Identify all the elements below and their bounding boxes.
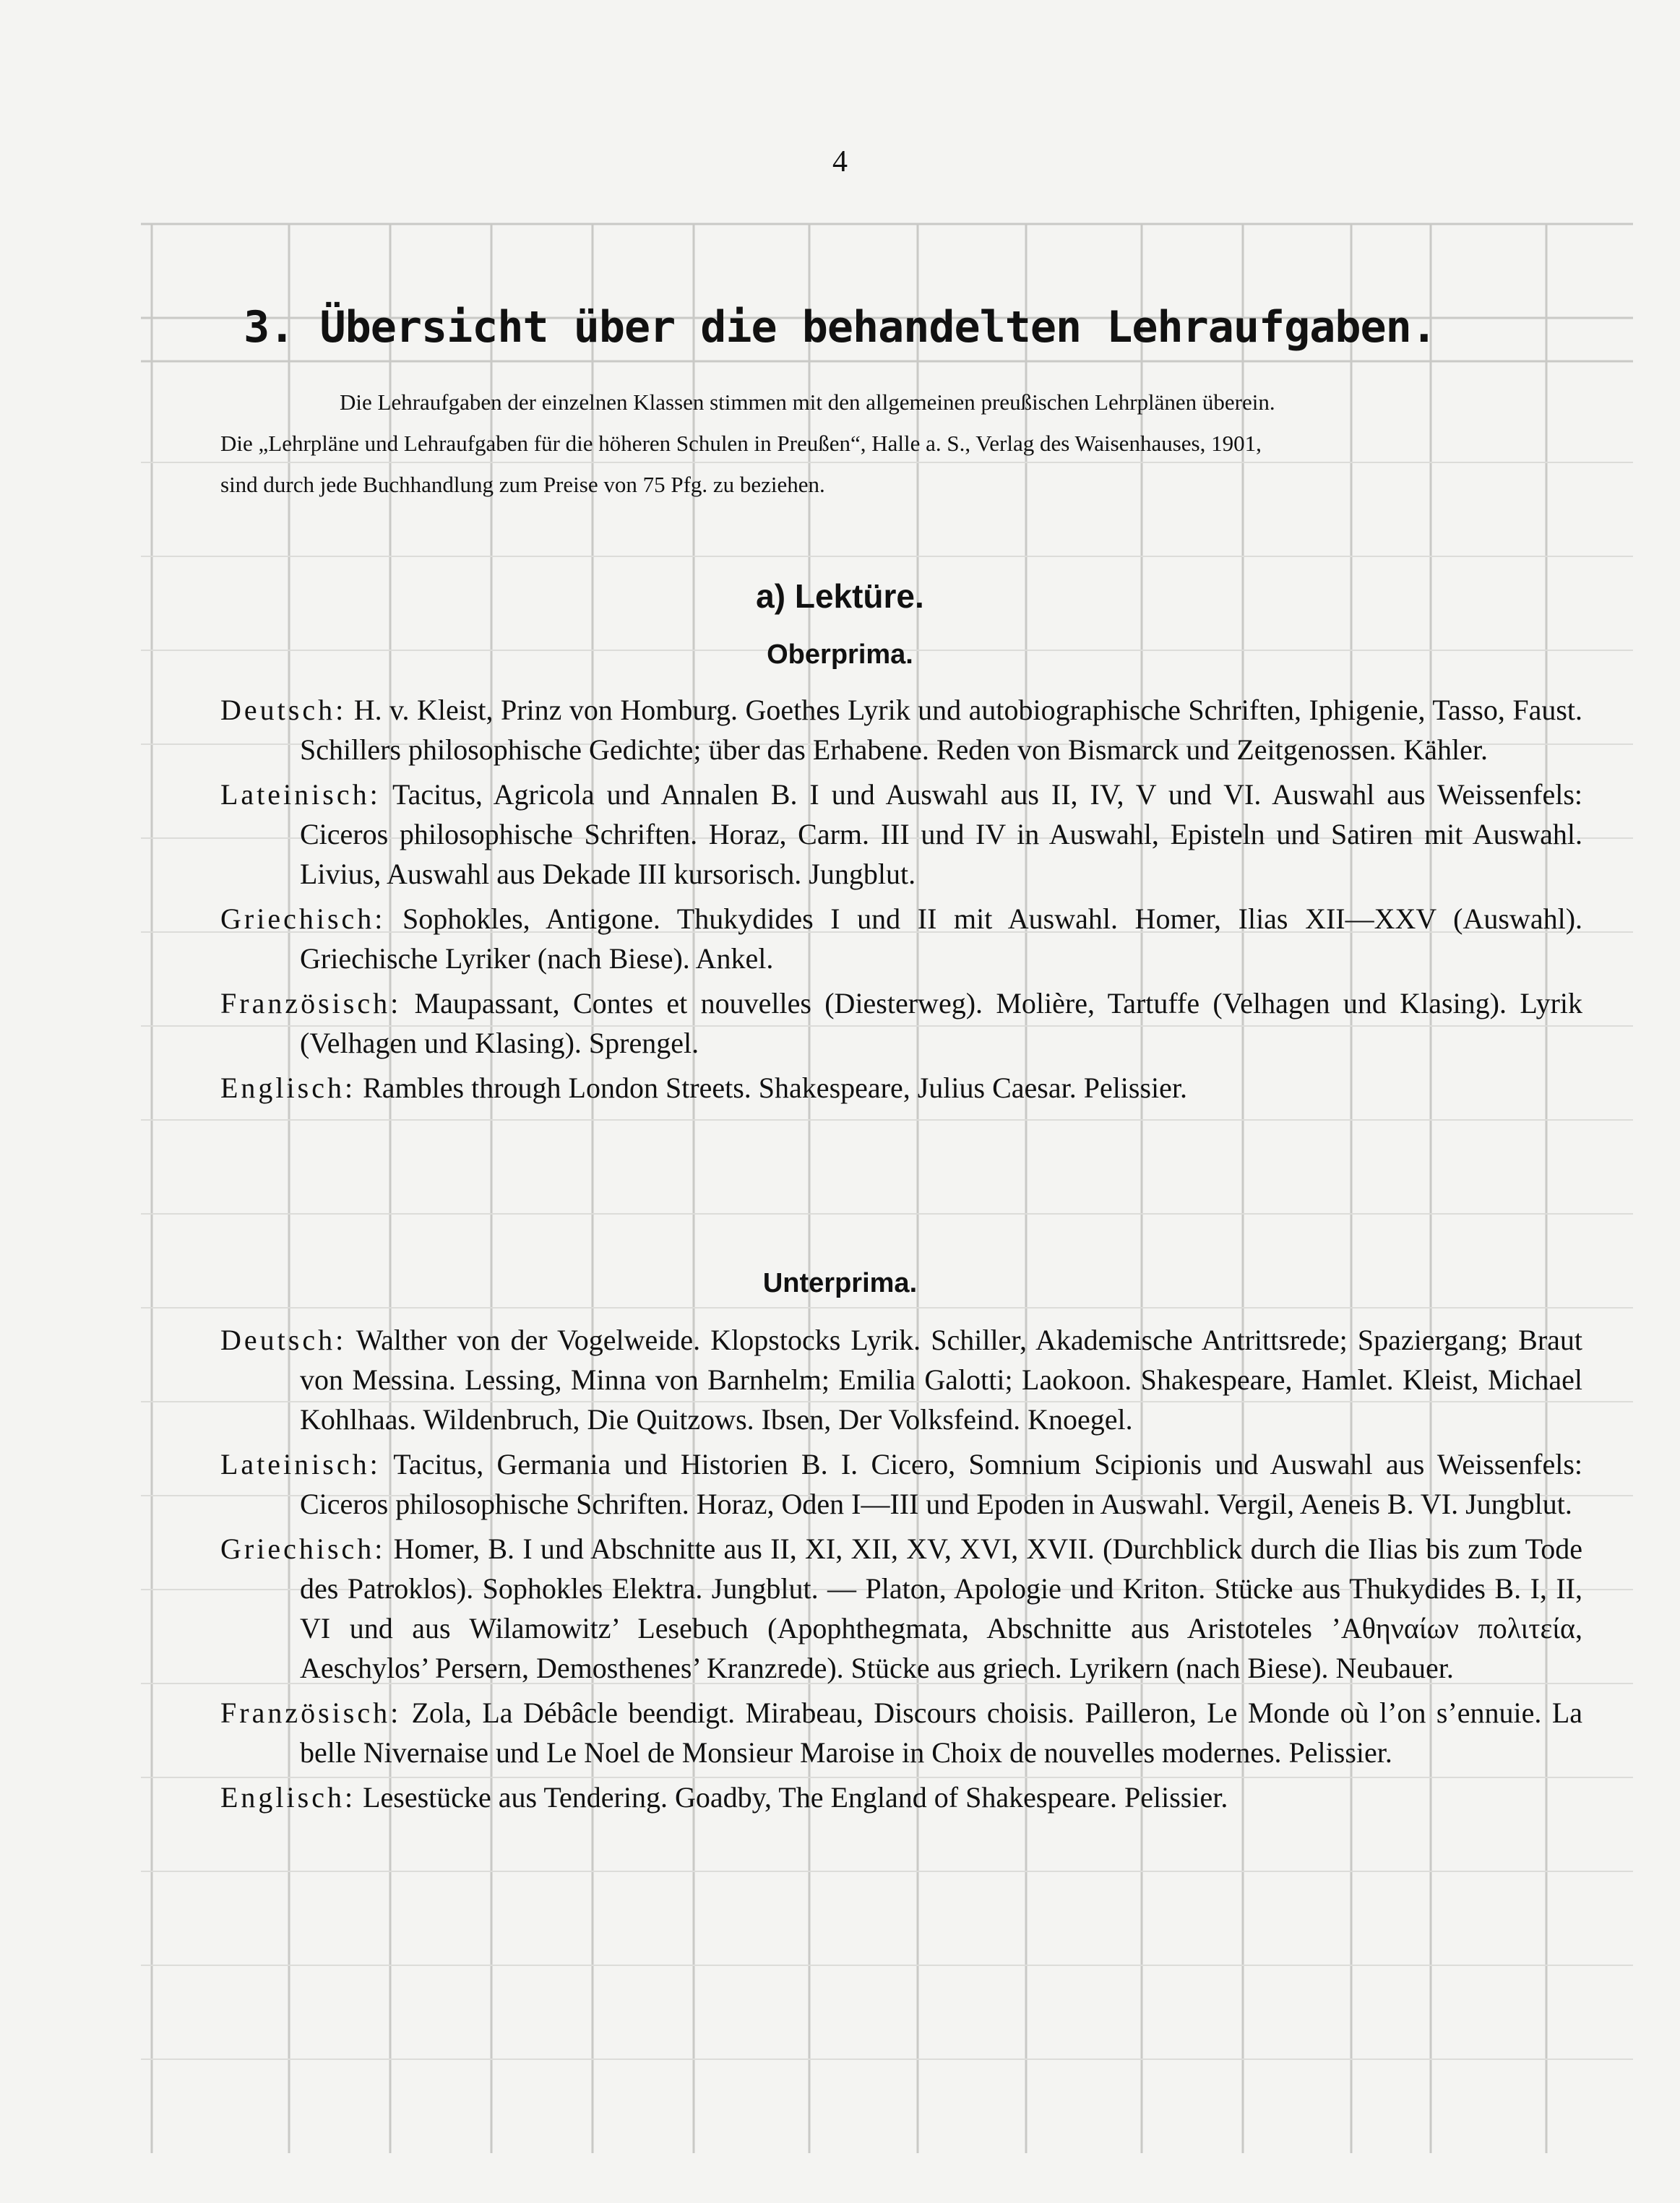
intro-paragraph xyxy=(220,381,1579,505)
entry-text: Sophokles, Antigone. Thukydides I und II mit Auswahl. Homer, Ilias XII—XXV (Auswahl). Griechische Lyriker (nach Biese). Ankel. xyxy=(300,902,1583,975)
intro-line: Die „Lehrpläne und Lehraufgaben für die höheren Schulen in Preußen“, Halle a. S., Verlag des Waisenhauses, 1901, xyxy=(220,431,1262,456)
entry-text: Tacitus, Agricola und Annalen B. I und Auswahl aus II, IV, V und VI. Auswahl aus Weissenfels: Ciceros philosophische Schriften. Horaz, Carm. III und IV in Auswahl, Episteln und Satiren mit Auswahl. Livius, Auswahl aus Dekade III kursorisch. Jungblut. xyxy=(300,778,1583,890)
subject-label: Französisch: xyxy=(220,987,402,1019)
subject-label: Griechisch: xyxy=(220,1532,386,1565)
entry-text: Zola, La Débâcle beendigt. Mirabeau, Discours choisis. Pailleron, Le Monde où l’on s’ennuie. La belle Nivernaise und Le Noel de Monsieur Maroise in Choix de nouvelles modernes. Pelissier. xyxy=(300,1697,1583,1769)
subject-label: Lateinisch: xyxy=(220,778,381,811)
subject-label: Lateinisch: xyxy=(220,1448,381,1480)
list-item xyxy=(220,1320,1582,1439)
entry-text: Lesestücke aus Tendering. Goadby, The England of Shakespeare. Pelissier. xyxy=(363,1781,1228,1814)
list-item xyxy=(220,1529,1582,1688)
page-title: 3. Übersicht über die behandelten Lehraufgaben. xyxy=(244,302,1436,353)
entry-text: Maupassant, Contes et nouvelles (Diesterweg). Molière, Tartuffe (Velhagen und Klasing). Lyrik (Velhagen und Klasing). Sprengel. xyxy=(300,987,1583,1059)
unterprima-list xyxy=(220,1320,1582,1822)
section-heading: a) Lektüre. xyxy=(756,577,924,615)
intro-line: sind durch jede Buchhandlung zum Preise von 75 Pfg. zu beziehen. xyxy=(220,472,825,497)
oberprima-heading: Oberprima. xyxy=(767,639,913,670)
entry-text: Rambles through London Streets. Shakespeare, Julius Caesar. Pelissier. xyxy=(363,1072,1188,1104)
intro-line: Die Lehraufgaben der einzelnen Klassen stimmen mit den allgemeinen preußischen Lehrplänen überein. xyxy=(340,389,1275,415)
subject-label: Englisch: xyxy=(220,1781,356,1814)
list-item xyxy=(220,690,1582,769)
entry-text: Tacitus, Germania und Historien B. I. Cicero, Somnium Scipionis und Auswahl aus Weissenfels: Ciceros philosophische Schriften. Horaz, Oden I—III und Epoden in Auswahl. Vergil, Aeneis B. VI. Jungblut. xyxy=(300,1448,1582,1520)
list-item xyxy=(220,1693,1582,1772)
subject-label: Englisch: xyxy=(220,1072,356,1104)
list-item xyxy=(220,775,1582,894)
page-number: 4 xyxy=(832,145,848,178)
list-item xyxy=(220,1444,1582,1524)
entry-text: Homer, B. I und Abschnitte aus II, XI, XII, XV, XVI, XVII. (Durchblick durch die Ilias bis zum Tode des Patroklos). Sophokles Elektra. Jungblut. — Platon, Apologie und Kriton. Stücke aus Thukydides B. I, II, VI und aus Wilamowitz’ Lesebuch (Apophthegmata, Abschnitte aus Aristoteles ’Αθηναίων πολιτεία, Aeschylos’ Persern, Demosthenes’ Kranzrede). Stücke aus griech. Lyrikern (nach Biese). Neubauer. xyxy=(300,1532,1582,1684)
subject-label: Deutsch: xyxy=(220,1324,347,1356)
entry-text: Walther von der Vogelweide. Klopstocks Lyrik. Schiller, Akademische Antrittsrede; Spaziergang; Braut von Messina. Lessing, Minna von Barnhelm; Emilia Galotti; Laokoon. Shakespeare, Hamlet. Kleist, Michael Kohlhaas. Wildenbruch, Die Quitzows. Ibsen, Der Volksfeind. Knoegel. xyxy=(300,1324,1583,1436)
oberprima-list xyxy=(220,690,1582,1113)
subject-label: Deutsch: xyxy=(220,694,347,726)
list-item xyxy=(220,899,1582,978)
subject-label: Französisch: xyxy=(220,1697,402,1729)
list-item xyxy=(220,1068,1582,1108)
entry-text: H. v. Kleist, Prinz von Homburg. Goethes Lyrik und autobiographische Schriften, Iphigenie, Tasso, Faust. Schillers philosophische Gedichte; über das Erhabene. Reden von Bismarck und Zeitgenossen. Kähler. xyxy=(300,694,1583,766)
subject-label: Griechisch: xyxy=(220,902,386,935)
unterprima-heading: Unterprima. xyxy=(762,1268,918,1298)
list-item xyxy=(220,1777,1582,1817)
list-item xyxy=(220,983,1582,1063)
